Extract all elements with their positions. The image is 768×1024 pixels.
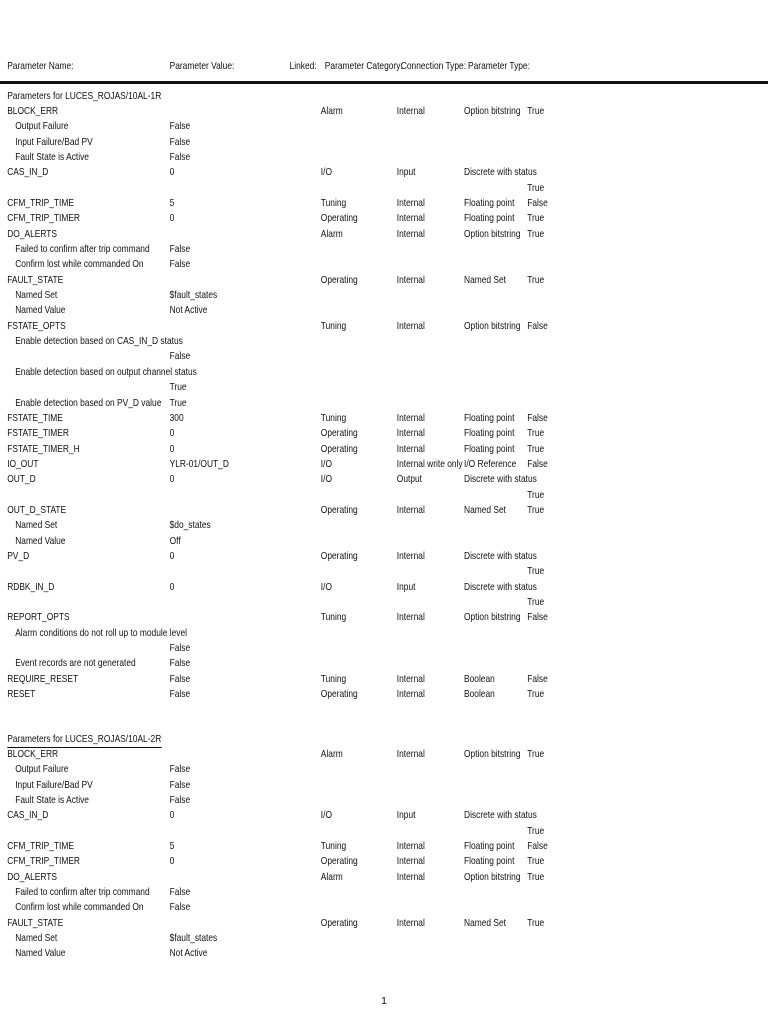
parameter-type: Option bitstring [464,104,521,117]
parameter-row [0,457,560,472]
param-name: BLOCK_ERR [7,747,59,760]
connection-type: Input [396,580,416,593]
param-name: Named Value [15,534,66,547]
parameter-row [0,610,560,625]
param-flag: False [527,411,548,424]
param-name: Output Failure [15,120,69,133]
parameter-type: Floating point [464,196,515,209]
header-parameter-type: Parameter Type: [468,60,530,72]
param-name: CFM_TRIP_TIME [7,196,74,209]
param-name: REPORT_OPTS [7,611,70,624]
param-category: I/O [320,166,333,179]
parameter-row [0,396,560,411]
header-parameter-category: Parameter Category: [324,60,403,72]
param-category: Alarm [320,104,343,117]
param-name: Enable detection based on CAS_IN_D status [15,335,183,348]
parameter-type: Discrete with status [464,550,537,562]
parameter-row [0,303,560,318]
param-name: Named Set [15,289,58,302]
param-value: False [169,243,191,255]
parameter-type: Option bitstring [464,611,521,624]
connection-type: Internal [396,273,425,286]
parameter-row [0,747,560,762]
connection-type: Internal [396,104,425,117]
param-value: False [169,886,191,898]
param-flag: True [527,181,545,194]
param-value: 0 [169,550,175,562]
parameter-row [0,626,560,641]
param-value: False [169,688,191,701]
param-name: Confirm lost while commanded On [15,258,144,271]
parameter-row [0,549,560,564]
parameter-type: Option bitstring [464,319,521,332]
param-name: Input Failure/Bad PV [15,778,93,791]
param-flag: True [527,824,545,837]
parameter-row [0,196,560,211]
param-name: Event records are not generated [15,657,136,670]
param-value: False [169,258,191,271]
parameter-type: Discrete with status [464,580,537,593]
parameter-type: Option bitstring [464,747,521,760]
connection-type: Internal [396,672,425,685]
param-value: Off [169,534,181,547]
param-flag: False [527,839,548,852]
param-flag: True [527,870,545,883]
param-value: YLR-01/OUT_D [169,457,229,470]
param-category: I/O [320,457,333,470]
param-flag: True [527,442,545,455]
param-value: 0 [169,442,175,455]
parameter-row [0,900,560,915]
param-flag: False [527,611,548,624]
param-name: Output Failure [15,763,69,776]
param-value: 0 [169,212,175,225]
param-category: Tuning [320,319,347,332]
param-name: BLOCK_ERR [7,104,59,117]
parameter-type: Option bitstring [464,227,521,240]
param-value: False [169,135,191,148]
parameter-row [0,334,560,349]
param-value: Not Active [169,304,208,317]
header-connection-type: Connection Type: [400,60,467,72]
param-category: Operating [320,550,358,562]
header-parameter-name: Parameter Name: [7,60,74,72]
param-category: Operating [320,212,358,225]
connection-type: Internal [396,442,425,455]
parameter-row [0,518,560,533]
connection-type: Input [396,166,416,179]
parameter-type: Discrete with status [464,809,537,822]
parameter-row [0,411,560,426]
param-category: Operating [320,855,358,868]
param-value: True [169,396,187,409]
param-name: Fault State is Active [15,793,89,806]
parameter-row [0,165,560,180]
param-name: Enable detection based on output channel status [15,365,197,378]
parameter-type: Named Set [464,916,507,929]
param-category: Operating [320,688,358,701]
param-category: Operating [320,503,358,516]
param-flag: True [527,227,545,240]
parameter-row [0,595,560,610]
param-value: $fault_states [169,932,218,945]
param-name: Named Value [15,947,66,960]
param-category: Tuning [320,196,347,209]
param-name: CFM_TRIP_TIME [7,839,74,852]
parameter-row [0,870,560,885]
parameter-row [0,365,560,380]
connection-type: Internal [396,319,425,332]
parameter-row [0,946,560,961]
param-flag: True [527,688,545,701]
param-flag: False [527,319,548,332]
connection-type: Internal [396,212,425,225]
param-category: Tuning [320,839,347,852]
parameter-row [0,672,560,687]
param-value: $fault_states [169,289,218,302]
param-value: False [169,657,191,670]
param-name: Input Failure/Bad PV [15,135,93,148]
parameter-row [0,854,560,869]
param-name: RESET [7,688,36,701]
param-name: Named Value [15,304,66,317]
param-value: False [169,120,191,133]
param-name: FSTATE_OPTS [7,319,66,332]
connection-type: Output [396,473,423,486]
param-name: RDBK_IN_D [7,580,55,593]
connection-type: Internal [396,411,425,424]
connection-type: Internal [396,611,425,624]
param-name: PV_D [7,550,30,562]
parameter-row [0,257,560,272]
param-flag: False [527,196,548,209]
parameter-row [0,488,560,503]
param-flag: True [527,747,545,760]
parameter-type: Floating point [464,839,515,852]
parameter-row [0,687,560,702]
param-flag: True [527,503,545,516]
param-flag: False [527,457,548,470]
param-category: Alarm [320,870,343,883]
param-name: CAS_IN_D [7,809,49,822]
param-flag: True [527,488,545,501]
param-flag: True [527,565,545,578]
param-value: 0 [169,166,175,179]
parameter-type: Named Set [464,273,507,286]
page-number: 1 [381,995,387,1007]
param-flag: True [527,855,545,868]
param-name: Confirm lost while commanded On [15,901,144,914]
param-value: False [169,793,191,806]
parameter-row [0,211,560,226]
parameter-row [0,762,560,777]
parameter-row [0,288,560,303]
parameter-type: Option bitstring [464,870,521,883]
param-value: $do_states [169,519,211,532]
param-category: I/O [320,809,333,822]
parameter-row [0,839,560,854]
parameter-row [0,181,560,196]
parameter-row [0,916,560,931]
parameter-row [0,580,560,595]
parameter-type: Named Set [464,503,507,516]
connection-type: Internal [396,688,425,701]
param-value: 0 [169,427,175,440]
param-name: Failed to confirm after trip command [15,886,150,898]
parameter-row [0,472,560,487]
param-flag: True [527,596,545,609]
param-name: DO_ALERTS [7,227,57,240]
parameter-row [0,564,560,579]
parameter-row [0,119,560,134]
connection-type: Internal [396,196,425,209]
section-title-text: Parameters for LUCES_ROJAS/10AL-1R [7,89,162,102]
parameter-row [0,150,560,165]
parameter-row [0,793,560,808]
parameter-row [0,273,560,288]
param-name: OUT_D_STATE [7,503,67,516]
param-category: Operating [320,442,358,455]
parameter-type: Floating point [464,427,515,440]
param-category: I/O [320,580,333,593]
param-category: I/O [320,473,333,486]
param-name: Failed to confirm after trip command [15,243,150,255]
param-name: CFM_TRIP_TIMER [7,855,81,868]
parameter-type: Boolean [464,688,495,701]
param-flag: True [527,427,545,440]
param-name: FSTATE_TIMER [7,427,69,440]
connection-type: Input [396,809,416,822]
column-header-row [0,59,560,74]
parameter-type: Floating point [464,212,515,225]
param-value: False [169,901,191,914]
param-name: FSTATE_TIME [7,411,63,424]
connection-type: Internal [396,227,425,240]
param-name: FAULT_STATE [7,273,64,286]
param-name: CFM_TRIP_TIMER [7,212,81,225]
param-value: False [169,778,191,791]
param-flag: True [527,104,545,117]
param-value: 0 [169,473,175,486]
param-category: Operating [320,916,358,929]
param-value: Not Active [169,947,208,960]
param-name: CAS_IN_D [7,166,49,179]
parameter-row [0,426,560,441]
parameter-row [0,104,560,119]
connection-type: Internal write only [396,457,463,470]
parameter-row [0,227,560,242]
parameter-type: Floating point [464,442,515,455]
param-value: 300 [169,411,184,424]
param-name: OUT_D [7,473,36,486]
param-category: Operating [320,273,358,286]
param-value: True [169,381,187,394]
param-name: IO_OUT [7,457,39,470]
param-category: Operating [320,427,358,440]
param-value: 0 [169,580,175,593]
param-flag: False [527,672,548,685]
section-title-text: Parameters for LUCES_ROJAS/10AL-2R [7,732,161,748]
parameter-row [0,656,560,671]
parameter-row [0,931,560,946]
parameter-type: I/O Reference [464,457,517,470]
parameter-row [0,534,560,549]
param-category: Tuning [320,672,347,685]
param-flag: True [527,273,545,286]
parameter-type: Discrete with status [464,166,537,179]
connection-type: Internal [396,855,425,868]
header-rule [0,81,768,84]
parameter-row [0,349,560,364]
parameter-row [0,778,560,793]
parameter-row [0,135,560,150]
parameter-type: Boolean [464,672,495,685]
connection-type: Internal [396,747,425,760]
parameter-row [0,824,560,839]
section-title [0,89,560,104]
param-name: Alarm conditions do not roll up to module level [15,626,188,639]
parameter-row [0,885,560,900]
parameter-type: Floating point [464,855,515,868]
param-name: REQUIRE_RESET [7,672,79,685]
connection-type: Internal [396,427,425,440]
header-linked: Linked: [289,60,317,72]
parameter-row [0,380,560,395]
param-value: 0 [169,809,175,822]
connection-type: Internal [396,503,425,516]
parameter-row [0,242,560,257]
connection-type: Internal [396,870,425,883]
parameter-row [0,442,560,457]
param-category: Tuning [320,611,347,624]
connection-type: Internal [396,839,425,852]
param-name: Named Set [15,932,58,945]
param-value: 0 [169,855,175,868]
param-name: FSTATE_TIMER_H [7,442,80,455]
param-flag: True [527,916,545,929]
param-value: False [169,672,191,685]
param-category: Alarm [320,747,343,760]
param-value: False [169,642,191,655]
parameter-row [0,503,560,518]
param-category: Tuning [320,411,347,424]
section-title [0,732,560,747]
header-parameter-value: Parameter Value: [169,60,235,72]
parameter-row [0,319,560,334]
param-flag: True [527,212,545,225]
connection-type: Internal [396,550,425,562]
param-value: False [169,150,191,163]
param-name: Fault State is Active [15,150,89,163]
param-name: Named Set [15,519,58,532]
parameter-row [0,641,560,656]
param-name: DO_ALERTS [7,870,57,883]
param-name: FAULT_STATE [7,916,64,929]
param-value: False [169,350,191,363]
param-value: False [169,763,191,776]
parameter-row [0,808,560,823]
connection-type: Internal [396,916,425,929]
parameter-type: Floating point [464,411,515,424]
param-category: Alarm [320,227,343,240]
param-value: 5 [169,839,175,852]
param-name: Enable detection based on PV_D value [15,396,162,409]
parameter-type: Discrete with status [464,473,537,486]
param-value: 5 [169,196,175,209]
